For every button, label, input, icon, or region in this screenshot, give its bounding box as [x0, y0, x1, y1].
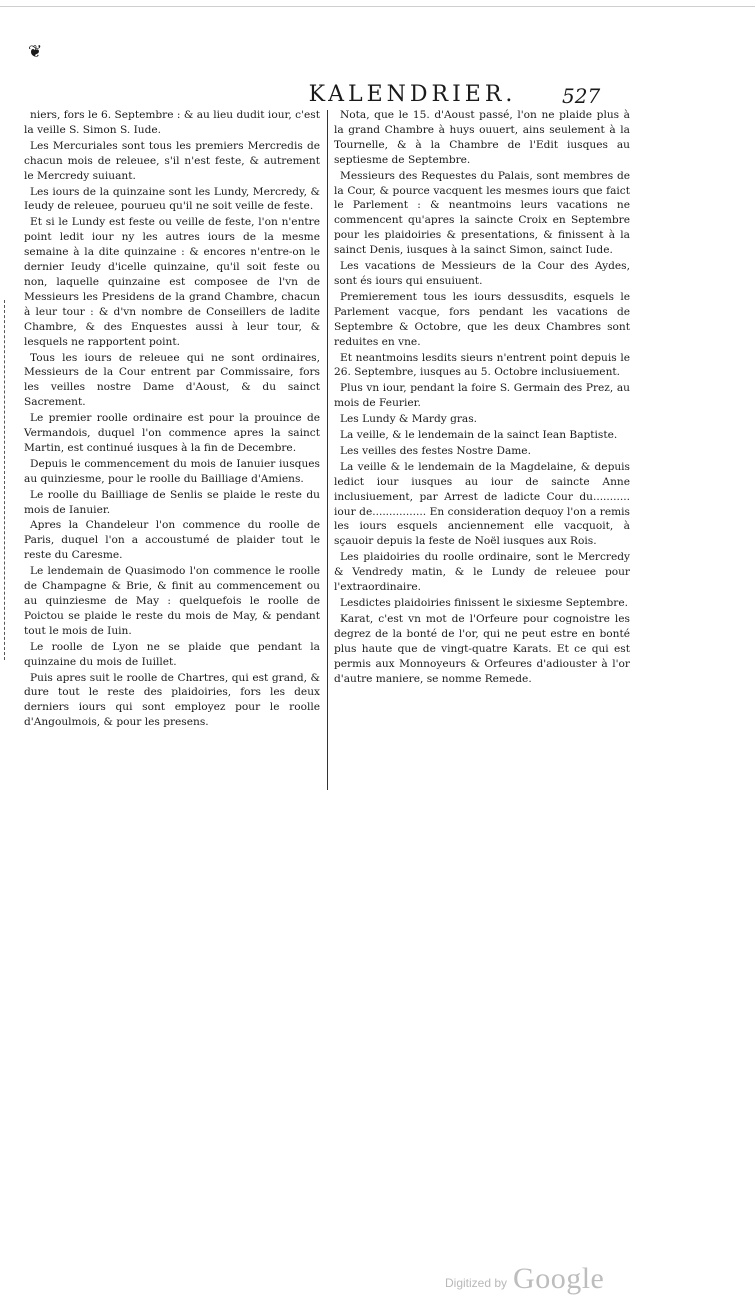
- paragraph: La veille & le lendemain de la Magdelaine, & depuis ledict iour iusques au iour de saincte Anne inclusiuement, par Arrest de ladicte Cour du........... iour de................ En consideration dequoy l'on a remis les iours esquels anciennement elle vacquoit, à sçauoir depuis la feste de Noël iusques aux Rois.: [334, 460, 630, 548]
- paragraph: Premierement tous les iours dessusdits, esquels le Parlement vacque, fors pendant les vacations de Septembre & Octobre, que les deux Chambres sont reduites en vne.: [334, 290, 630, 348]
- ornament-mark: ❦: [28, 42, 43, 62]
- paragraph: Les veilles des festes Nostre Dame.: [340, 444, 531, 457]
- digitized-by-label: Digitized by: [445, 1276, 508, 1290]
- paragraph: Le lendemain de Quasimodo l'on commence le roolle de Champagne & Brie, & finit au commencement ou au quinziesme de May : quelquefois le roolle de Poictou se plaide le reste du mois de May, & pendant tout le mois de Iuin.: [24, 565, 320, 637]
- google-wordmark: Google: [513, 1262, 605, 1295]
- paragraph: Le roolle de Lyon ne se plaide que pendant la quinzaine du mois de Iuillet.: [24, 640, 320, 668]
- left-column: [24, 108, 320, 731]
- paragraph: Le roolle du Bailliage de Senlis se plaide le reste du mois de Ianuier.: [24, 488, 320, 516]
- paragraph: Lesdictes plaidoiries finissent le sixiesme Septembre.: [340, 597, 628, 609]
- paragraph: Les Lundy & Mardy gras.: [340, 413, 478, 426]
- paragraph: Nota, que le 15. d'Aoust passé, l'on ne plaide plus à la grand Chambre à huys ouuert, ains seulement à la Tournelle, & à la Chambre de l'Edit iusques au septiesme de Septembre.: [334, 109, 630, 166]
- running-head-title: KALENDRIER.: [308, 82, 517, 107]
- paragraph: Karat, c'est vn mot de l'Orfeure pour cognoistre les degrez de la bonté de l'or, qui ne peut estre en bonté plus haute que de vingt-quatre Karats. Et ce qui est permis aux Monnoyeurs & Orfeures d'adiouster à l'or d'autre maniere, se nomme Remede.: [334, 612, 630, 685]
- margin-marks: [4, 300, 13, 660]
- paragraph: Apres la Chandeleur l'on commence du roolle de Paris, duquel l'on a accoustumé de plaider tout le reste du Caresme.: [24, 519, 320, 562]
- right-column: [334, 108, 630, 687]
- paragraph: Les iours de la quinzaine sont les Lundy, Mercredy, & Ieudy de releuee, pourueu qu'il ne soit veille de feste.: [24, 185, 320, 213]
- page-number: 527: [562, 84, 601, 108]
- paragraph: niers, fors le 6. Septembre : & au lieu dudit iour, c'est la veille S. Simon S. Iude.: [24, 109, 320, 136]
- paragraph: Les Mercuriales sont tous les premiers Mercredis de chacun mois de releuee, s'il n'est feste, & autrement le Mercredy suiuant.: [24, 139, 320, 182]
- digitized-watermark: [445, 1256, 645, 1296]
- paragraph: Puis apres suit le roolle de Chartres, qui est grand, & dure tout le reste des plaidoiries, fors les deux derniers iours qui sont employez pour le roolle d'Angoulmois, & pour les presens.: [24, 671, 320, 729]
- paragraph: Depuis le commencement du mois de Ianuier iusques au quinziesme, pour le roolle du Bailliage d'Amiens.: [24, 457, 320, 485]
- paragraph: Et si le Lundy est feste ou veille de feste, l'on n'entre point ledit iour ny les autres iours de la mesme semaine à la dite quinzaine : & encores n'entre-on le dernier Ieudy d'icelle quinzaine, qu'il soit feste ou non, laquelle quinzaine est composee de l'vn de Messieurs les Presidens de la grand Chambre, chacun à leur tour : & d'vn nombre de Conseillers de ladite Chambre, & des Enquestes aussi à leur tour, & lesquels ne rapportent point.: [24, 216, 320, 348]
- paragraph: Les vacations de Messieurs de la Cour des Aydes, sont és iours qui ensuiuent.: [334, 260, 630, 287]
- paragraph: Le premier roolle ordinaire est pour la prouince de Vermandois, duquel l'on commence apres la sainct Martin, est continué iusques à la fin de Decembre.: [24, 412, 320, 454]
- paragraph: Tous les iours de releuee qui ne sont ordinaires, Messieurs de la Cour entrent par Commissaire, fors les veilles nostre Dame d'Aoust, & du sainct Sacrement.: [24, 351, 320, 409]
- paragraph: La veille, & le lendemain de la sainct Iean Baptiste.: [340, 429, 618, 442]
- scan-top-edge: [0, 0, 755, 7]
- paragraph: Les plaidoiries du roolle ordinaire, sont le Mercredy & Vendredy matin, & le Lundy de releuee pour l'extraordinaire.: [334, 551, 630, 594]
- column-divider: [327, 110, 328, 790]
- paragraph: Messieurs des Requestes du Palais, sont membres de la Cour, & pource vacquent les mesmes iours que faict le Parlement : & neantmoins leurs vacations ne commencent qu'apres la saincte Croix en Septembre pour les plaidoiries & presentations, & finissent à la sainct Denis, iusques à la sainct Simon, sainct Iude.: [334, 169, 630, 257]
- paragraph: Plus vn iour, pendant la foire S. Germain des Prez, au mois de Feurier.: [334, 382, 630, 410]
- paragraph: Et neantmoins lesdits sieurs n'entrent point depuis le 26. Septembre, iusques au 5. Octobre inclusiuement.: [334, 351, 630, 379]
